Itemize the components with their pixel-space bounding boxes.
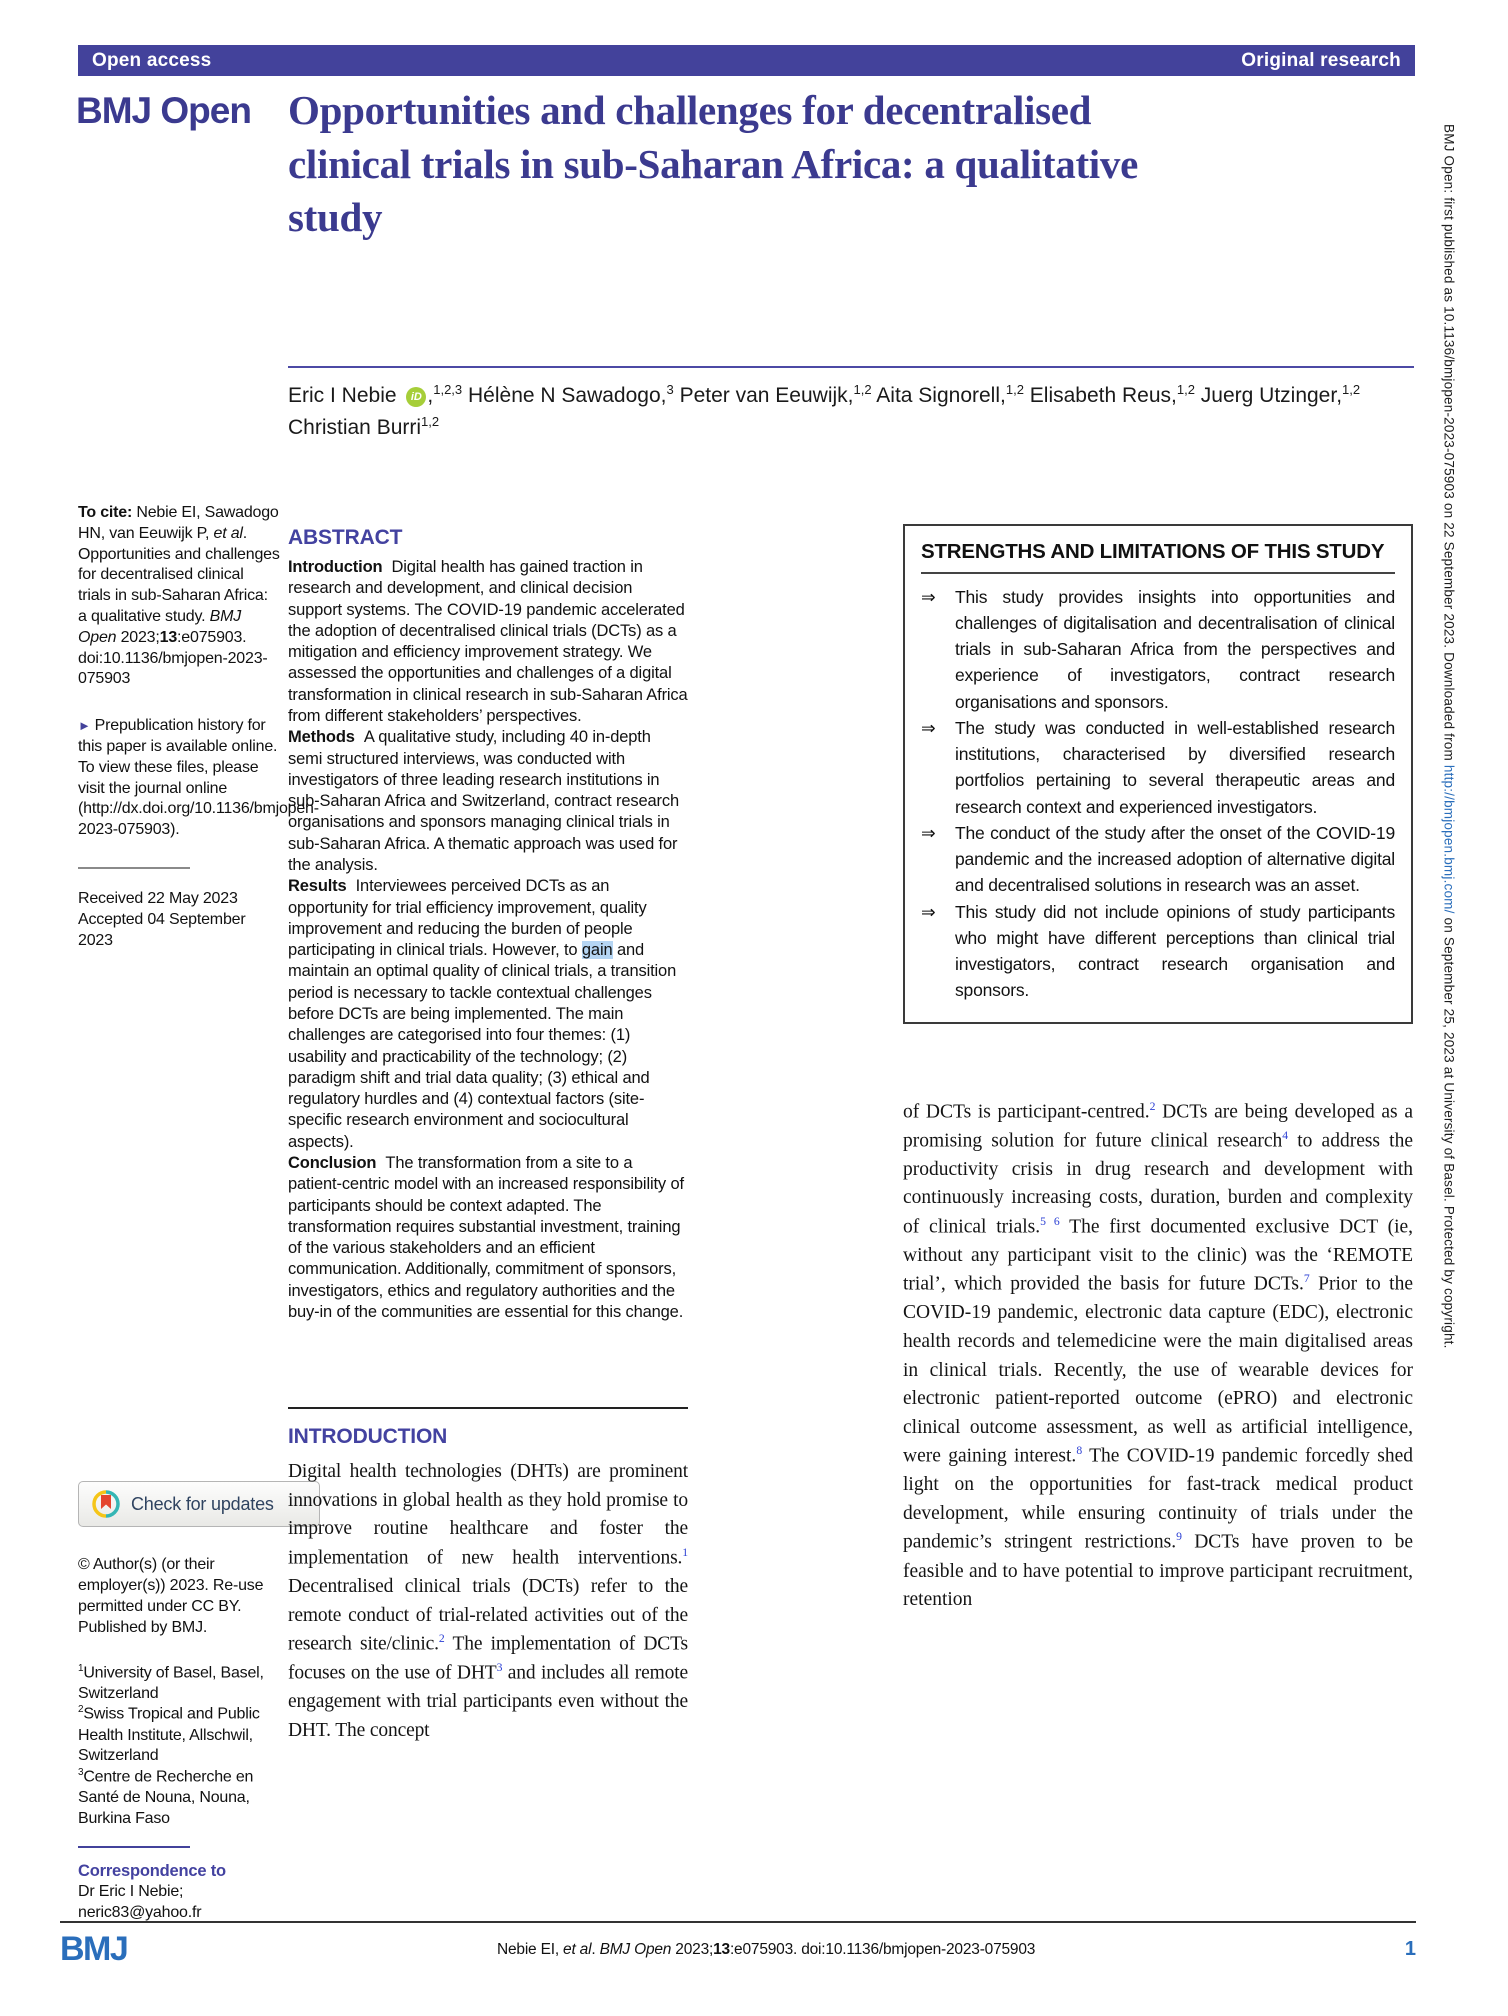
to-cite-block — [78, 503, 280, 690]
highlighted-text: gain — [581, 941, 613, 960]
abstract-section-text: Interviewees perceived DCTs as an opportunity for trial efficiency improvement, quality improvement and reducing the burden of people participating in clinical trials. However, to — [288, 877, 647, 960]
reference-link[interactable]: 1 — [682, 1545, 688, 1559]
arrow-right-icon: ⇒ — [921, 822, 936, 843]
affiliation-number: 2 — [78, 1704, 84, 1716]
original-research-label: Original research — [1241, 49, 1401, 71]
affiliation — [78, 1704, 280, 1767]
abstract-section — [288, 727, 688, 876]
received-date: Received 22 May 2023 — [78, 889, 238, 907]
affiliation-text: University of Basel, Basel, Switzerland — [78, 1663, 264, 1702]
vertical-copyright-text: BMJ Open: first published as 10.1136/bmjopen-2023-075903 on 22 September 2023. Downloaded from http://bmjopen.bmj.com/ on September 25, 2023 at University of Basel. Protected by copyright. — [1441, 123, 1457, 1349]
authors-line: Eric I Nebie iD ,$^{1,2,3}$ Hélène N Sawadogo,$^3$ Peter van Eeuwijk,$^{1,2}$ Aita Signorell,$^{1,2}$ Elisabeth Reus,$^{1,2}$ Juerg Utzinger,$^{1,2}$ Christian Burri$^{1,2}$ — [288, 382, 1361, 439]
reference-link[interactable]: 5 6 — [1040, 1214, 1060, 1228]
abstract-section-label: Introduction — [288, 558, 383, 577]
abstract-section — [288, 1153, 688, 1323]
header-banner — [78, 45, 1415, 76]
sidebar-divider — [78, 867, 190, 869]
prepublication-text: Prepublication history for this paper is available online. To view these files, please visit the journal online (http://dx.doi.org/10.1136/bmjopen-2023-075903). — [78, 717, 319, 839]
reference-link[interactable]: 3 — [496, 1661, 503, 1675]
dates-block — [78, 889, 280, 951]
strengths-bullet — [921, 899, 1395, 1004]
affiliation-superscript: 1,2 — [1176, 382, 1195, 397]
reference-link[interactable]: 2 — [1149, 1099, 1156, 1113]
affiliation-superscript: 1,2,3 — [433, 382, 463, 397]
introduction-paragraph: Digital health technologies (DHTs) are prominent innovations in global health as they hold promise to improve routine healthcare and foster the implementation of new health interventions.$^1$ Decentralised clinical trials (DCTs) refer to the remote conduct of trial-related activities out of the research site/clinic.$^2$ The implementation of DCTs focuses on the use of DHT$^3$ and includes all remote engagement with trial participants even without the DHT. The concept — [288, 1461, 688, 1741]
open-access-label: Open access — [92, 49, 212, 71]
strengths-title: STRENGTHS AND LIMITATIONS OF THIS STUDY — [921, 540, 1385, 563]
abstract-section-text: The transformation from a site to a patient-centric model with an increased responsibility of participants should be context adapted. The transformation requires substantial investment, training of the various stakeholders and an efficient communication. Additionally, commitment of sponsors, investigators, ethics and regulatory authorities and the buy-in of the communities are essential for this change. — [288, 1153, 684, 1321]
affiliation-number: 1 — [78, 1662, 84, 1674]
orcid-icon[interactable]: iD — [406, 387, 426, 407]
journal-logo: BMJ Open — [76, 90, 251, 131]
authors-divider — [288, 366, 1414, 368]
to-cite-text: Nebie EI, Sawadogo HN, van Eeuwijk P, et al. Opportunities and challenges for decentralised clinical trials in sub-Saharan Africa: a qualitative study. BMJ Open 2023;13:e075903. doi:10.1136/bmjopen-2023-075903 — [78, 504, 280, 688]
reference-link[interactable]: 8 — [1076, 1444, 1083, 1458]
check-for-updates-button[interactable] — [78, 1481, 320, 1527]
bmj-logo: BMJ — [60, 1930, 128, 1968]
check-for-updates-label: Check for updates — [131, 1493, 274, 1514]
abstract-section-label: Results — [288, 877, 347, 896]
arrow-right-icon: ⇒ — [921, 586, 936, 607]
affiliation-superscript: 3 — [666, 382, 674, 397]
affiliation-superscript: 1,2 — [853, 382, 872, 397]
affiliation-text: Centre de Recherche en Santé de Nouna, Nouna, Burkina Faso — [78, 1768, 254, 1828]
strengths-bullet-text: The conduct of the study after the onset of the COVID-19 pandemic and the increased adoption of alternative digital and decentralised solutions in research was an asset. — [955, 822, 1395, 896]
triangle-right-icon: ► — [78, 718, 91, 734]
abstract-section — [288, 876, 688, 1153]
strengths-bullet — [921, 584, 1395, 715]
strengths-bullet-text: This study provides insights into opportunities and challenges of digitalisation and decentralisation of clinical trials in sub-Saharan Africa from the perspectives and experience of investigators, contract research organisations and sponsors. — [955, 586, 1395, 712]
affiliation-superscript: 1,2 — [1342, 382, 1361, 397]
abstract-section-text: Digital health has gained traction in research and development, and clinical decision support systems. The COVID-19 pandemic accelerated the adoption of decentralised clinical trials (DCTs) as a mitigation and efficiency improvement strategy. We assessed the opportunities and challenges of a digital transformation in clinical research in sub-Saharan Africa from different stakeholders’ perspectives. — [288, 558, 688, 726]
article-title: Opportunities and challenges for decentralised clinical trials in sub-Saharan Africa: a qualitative study — [288, 87, 1138, 241]
copyright-notice: © Author(s) (or their employer(s)) 2023. Re-use permitted under CC BY. Published by BMJ. — [78, 1556, 264, 1636]
affiliations-block — [78, 1663, 280, 1830]
affiliation-text: Swiss Tropical and Public Health Institute, Allschwil, Switzerland — [78, 1705, 260, 1765]
abstract-section-text: A qualitative study, including 40 in-depth semi structured interviews, was conducted with investigators of three leading research institutions in sub-Saharan Africa and Switzerland, contract research organisations and sponsors managing clinical trials in sub-Saharan Africa. A thematic approach was used for the analysis. — [288, 728, 680, 875]
strengths-limitations-box — [903, 524, 1413, 1024]
reference-link[interactable]: 9 — [1176, 1530, 1182, 1544]
strengths-bullet-text: The study was conducted in well-established research institutions, characterised by diversified research portfolios pertaining to several therapeutic areas and research context and experienced investigators. — [955, 717, 1395, 817]
footer-divider — [60, 1921, 1416, 1923]
strengths-title-divider — [921, 572, 1395, 574]
page-number: 1 — [1404, 1938, 1416, 1960]
to-cite-label: To cite: — [78, 504, 137, 521]
prepublication-note — [78, 716, 319, 841]
sidebar-divider-accent — [78, 1846, 190, 1848]
correspondence-name: Dr Eric I Nebie; — [78, 1883, 184, 1901]
reference-link[interactable]: 4 — [1282, 1128, 1289, 1142]
strengths-bullet — [921, 820, 1395, 899]
affiliation-superscript: 1,2 — [1005, 382, 1024, 397]
abstract-section — [288, 557, 688, 727]
affiliation — [78, 1767, 280, 1830]
affiliation — [78, 1663, 280, 1705]
arrow-right-icon: ⇒ — [921, 717, 936, 738]
correspondence-email[interactable]: neric83@yahoo.fr — [78, 1904, 202, 1922]
section-divider — [288, 1407, 688, 1409]
reference-link[interactable]: 2 — [438, 1632, 445, 1646]
arrow-right-icon: ⇒ — [921, 901, 936, 922]
affiliation-number: 3 — [78, 1767, 84, 1779]
footer — [60, 1930, 1416, 1969]
abstract-section-label: Conclusion — [288, 1153, 377, 1172]
body-paragraph: of DCTs is participant-centred.$^2$ DCTs are being developed as a promising solution for future clinical research$^4$ to address the productivity crisis in drug research and development with continuously increasing costs, duration, burden and complexity of clinical trials.$^{5 6}$ The first documented exclusive DCT (ie, without any participant visit to the clinic) was the ‘REMOTE trial’, which provided the basis for future DCTs.$^7$ Prior to the COVID-19 pandemic, electronic data capture (EDC), electronic health records and telemedicine were the main digitalised areas in clinical trials. Recently, the use of wearable devices for electronic patient-reported outcome (ePRO) and electronic clinical outcome assessment, as well as artificial intelligence, were gaining interest.$^8$ The COVID-19 pandemic forcedly shed light on the opportunities for fast-track medical product development, while ensuring continuity of trials under the pandemic’s stringent restrictions.$^9$ DCTs have proven to be feasible and to have potential to improve participant recruitment, retention — [903, 1099, 1414, 1611]
abstract-heading: ABSTRACT — [288, 526, 403, 549]
accepted-date: Accepted 04 September 2023 — [78, 910, 246, 949]
strengths-bullet — [921, 715, 1395, 820]
correspondence-block — [78, 1861, 280, 1924]
strengths-bullets — [921, 584, 1395, 1004]
strengths-bullet-text: This study did not include opinions of study participants who might have different perceptions than clinical trial investigators, contract research organisation and sponsors. — [955, 901, 1395, 1001]
journal-url-link[interactable]: http://bmjopen.bmj.com/ — [1441, 764, 1457, 914]
abstract-section-label: Methods — [288, 728, 355, 747]
correspondence-label: Correspondence to — [78, 1861, 226, 1880]
abstract-sections — [288, 557, 688, 1323]
abstract-section-text: and maintain an optimal quality of clinical trials, a transition period is necessary to tackle contextual challenges before DCTs are being implemented. The main challenges are categorised into four themes: (1) usability and practicability of the technology; (2) paradigm shift and trial data quality; (3) ethical and regulatory hurdles and (4) contextual factors (site-specific research environment and sociocultural aspects). — [288, 941, 677, 1151]
reference-link[interactable]: 7 — [1303, 1272, 1310, 1286]
right-column — [903, 524, 1413, 1615]
introduction-heading: INTRODUCTION — [288, 1425, 448, 1449]
crossmark-icon — [91, 1489, 121, 1519]
affiliation-superscript: 1,2 — [421, 413, 440, 429]
abstract-column — [288, 524, 688, 1745]
footer-citation: Nebie EI, et al. BMJ Open 2023;13:e075903. doi:10.1136/bmjopen-2023-075903 — [496, 1940, 1036, 1958]
